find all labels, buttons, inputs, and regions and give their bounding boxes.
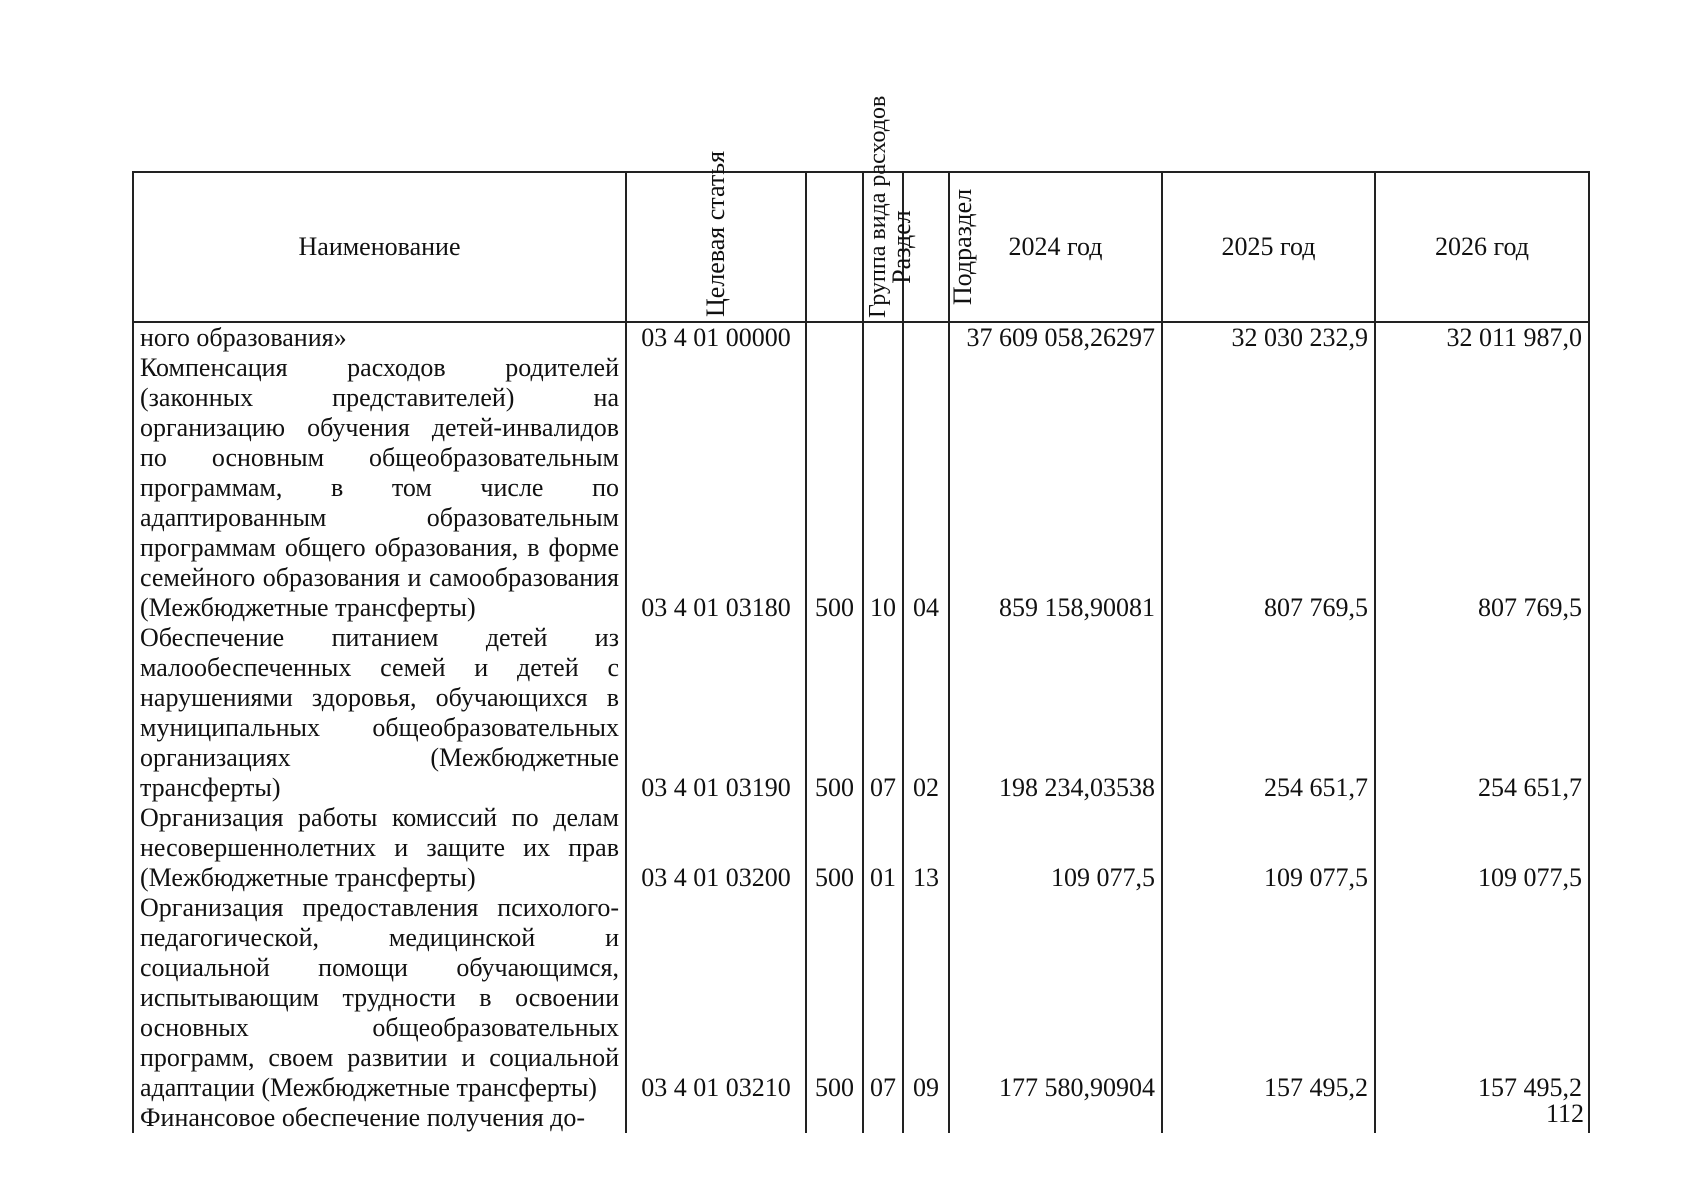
row-value-2025: 109 077,5 — [1162, 803, 1375, 893]
row-value-2026: 157 495,2 — [1375, 893, 1589, 1103]
budget-table — [132, 95, 1590, 1133]
row-group — [806, 322, 863, 353]
row-value-2024: 198 234,03538 — [949, 623, 1162, 803]
table-row — [133, 353, 1589, 623]
row-code: 03 4 01 03210 — [626, 893, 806, 1103]
table-row — [133, 1103, 1589, 1133]
row-code: 03 4 01 03190 — [626, 623, 806, 803]
row-code: 03 4 01 00000 — [626, 322, 806, 353]
row-section — [863, 322, 903, 353]
row-group: 500 — [806, 803, 863, 893]
page-number: 112 — [1545, 1099, 1584, 1128]
row-value-2025 — [1162, 1103, 1375, 1133]
row-name: Организация работы комиссий по делам несовершеннолетних и защите их прав (Межбюджетные трансферты) — [133, 803, 626, 893]
table-row — [133, 803, 1589, 893]
row-name: Организация предоставления психолого-педагогической, медицинской и социальной помощи обучающимся, испытывающим трудности в освоении основных общеобразовательных программ, своем развитии и социальной адаптации (Межбюджетные трансферты) — [133, 893, 626, 1103]
header-2024: 2024 год — [949, 172, 1162, 322]
row-name: Компенсация расходов родителей (законных представителей) на организацию обучения детей-инвалидов по основным общеобразовательным программам, в том числе по адаптированным образовательным программам общего образования, в форме семейного образования и самообразования (Межбюджетные трансферты) — [133, 353, 626, 623]
header-2026: 2026 год — [1375, 172, 1589, 322]
row-subsection: 13 — [903, 803, 949, 893]
row-group: 500 — [806, 353, 863, 623]
header-expense-group: Группа вида расходов — [806, 172, 863, 322]
row-code — [626, 1103, 806, 1133]
row-name: ного образования» — [133, 322, 626, 353]
row-subsection: 02 — [903, 623, 949, 803]
table-row — [133, 322, 1589, 353]
row-value-2026: 254 651,7 — [1375, 623, 1589, 803]
header-subsection: Подраздел — [903, 172, 949, 322]
row-code: 03 4 01 03180 — [626, 353, 806, 623]
row-subsection: 09 — [903, 893, 949, 1103]
row-value-2024 — [949, 1103, 1162, 1133]
header-section: Раздел — [863, 172, 903, 322]
row-value-2025: 254 651,7 — [1162, 623, 1375, 803]
row-value-2024: 109 077,5 — [949, 803, 1162, 893]
row-section: 01 — [863, 803, 903, 893]
table-header-row — [133, 172, 1589, 322]
row-subsection — [903, 1103, 949, 1133]
header-2025: 2025 год — [1162, 172, 1375, 322]
table-row — [133, 893, 1589, 1103]
row-value-2024: 37 609 058,26297 — [949, 322, 1162, 353]
header-target-article: Целевая статья — [626, 172, 806, 322]
row-name: Финансовое обеспечение получения до- — [133, 1103, 626, 1133]
row-value-2025: 32 030 232,9 — [1162, 322, 1375, 353]
row-section: 07 — [863, 623, 903, 803]
row-section — [863, 1103, 903, 1133]
row-value-2026: 109 077,5 — [1375, 803, 1589, 893]
row-section: 07 — [863, 893, 903, 1103]
row-subsection — [903, 322, 949, 353]
row-section: 10 — [863, 353, 903, 623]
row-value-2025: 807 769,5 — [1162, 353, 1375, 623]
row-group: 500 — [806, 893, 863, 1103]
row-value-2026: 807 769,5 — [1375, 353, 1589, 623]
row-value-2026: 32 011 987,0 — [1375, 322, 1589, 353]
row-value-2025: 157 495,2 — [1162, 893, 1375, 1103]
row-value-2024: 859 158,90081 — [949, 353, 1162, 623]
row-subsection: 04 — [903, 353, 949, 623]
row-code: 03 4 01 03200 — [626, 803, 806, 893]
header-name: Наименование — [133, 172, 626, 322]
row-name: Обеспечение питанием детей из малообеспеченных семей и детей с нарушениями здоровья, обучающихся в муниципальных общеобразовательных организациях (Межбюджетные трансферты) — [133, 623, 626, 803]
row-group: 500 — [806, 623, 863, 803]
row-value-2024: 177 580,90904 — [949, 893, 1162, 1103]
table-row — [133, 623, 1589, 803]
row-group — [806, 1103, 863, 1133]
